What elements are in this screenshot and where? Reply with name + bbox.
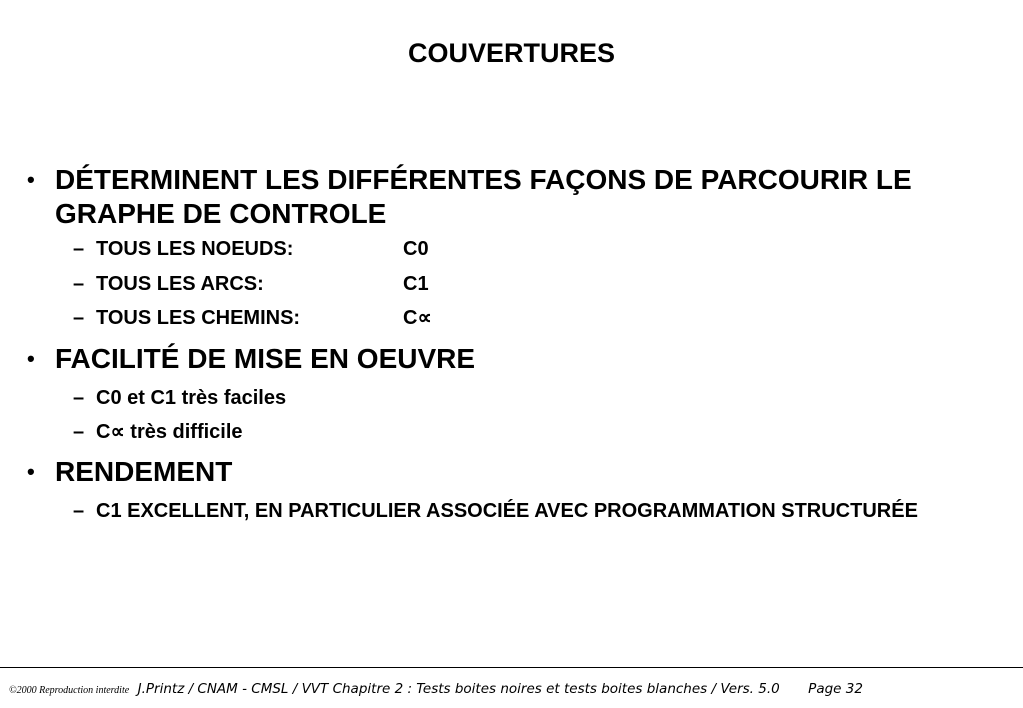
- subitem-value: C0: [403, 238, 429, 260]
- subitem-c0-c1-faciles: [73, 385, 973, 411]
- bullet-dot: •: [27, 346, 35, 371]
- subitem-tous-les-noeuds: [73, 236, 973, 262]
- dash-glyph: –: [73, 238, 85, 260]
- bullet-text: RENDEMENT: [55, 456, 233, 487]
- dash-glyph: –: [73, 421, 85, 443]
- subitem-value: C∝: [403, 307, 432, 329]
- footer-page-number: Page 32: [808, 681, 863, 697]
- dash-glyph: –: [73, 307, 85, 329]
- subitem-text: C∝ très difficile: [96, 421, 243, 443]
- footer: [9, 680, 863, 698]
- subitem-label: TOUS LES NOEUDS:: [96, 238, 294, 260]
- bullet-text: DÉTERMINENT LES DIFFÉRENTES FAÇONS DE PARCOURIR LE GRAPHE DE CONTROLE: [55, 164, 912, 229]
- subitem-c-inf-difficile: [73, 419, 973, 445]
- subitem-c1-excellent: [73, 498, 973, 524]
- dash-glyph: –: [73, 273, 85, 295]
- footer-course-info: J.Printz / CNAM - CMSL / VVT Chapitre 2 : Tests boites noires et tests boites blanches / Vers. 5.0: [137, 681, 780, 697]
- bullet-dot: •: [27, 459, 35, 484]
- subitem-tous-les-arcs: [73, 271, 973, 297]
- subitem-tous-les-chemins: [73, 305, 973, 331]
- bullet-item-rendement: [27, 455, 987, 489]
- footer-divider: [0, 667, 1023, 668]
- bullet-text: FACILITÉ DE MISE EN OEUVRE: [55, 343, 476, 374]
- slide-title: COUVERTURES: [407, 38, 616, 68]
- bullet-dot: •: [27, 167, 35, 192]
- dash-glyph: –: [73, 387, 85, 409]
- subitem-label: TOUS LES ARCS:: [96, 273, 264, 295]
- subitem-value: C1: [403, 273, 429, 295]
- dash-glyph: –: [73, 500, 85, 522]
- bullet-item-determinent: [27, 163, 987, 231]
- bullet-item-facilite: [27, 342, 987, 376]
- subitem-label: TOUS LES CHEMINS:: [96, 307, 301, 329]
- footer-copyright: ©2000 Reproduction interdite: [9, 685, 130, 696]
- subitem-text: C1 EXCELLENT, EN PARTICULIER ASSOCIÉE AVEC PROGRAMMATION STRUCTURÉE: [96, 500, 918, 522]
- subitem-text: C0 et C1 très faciles: [96, 387, 287, 409]
